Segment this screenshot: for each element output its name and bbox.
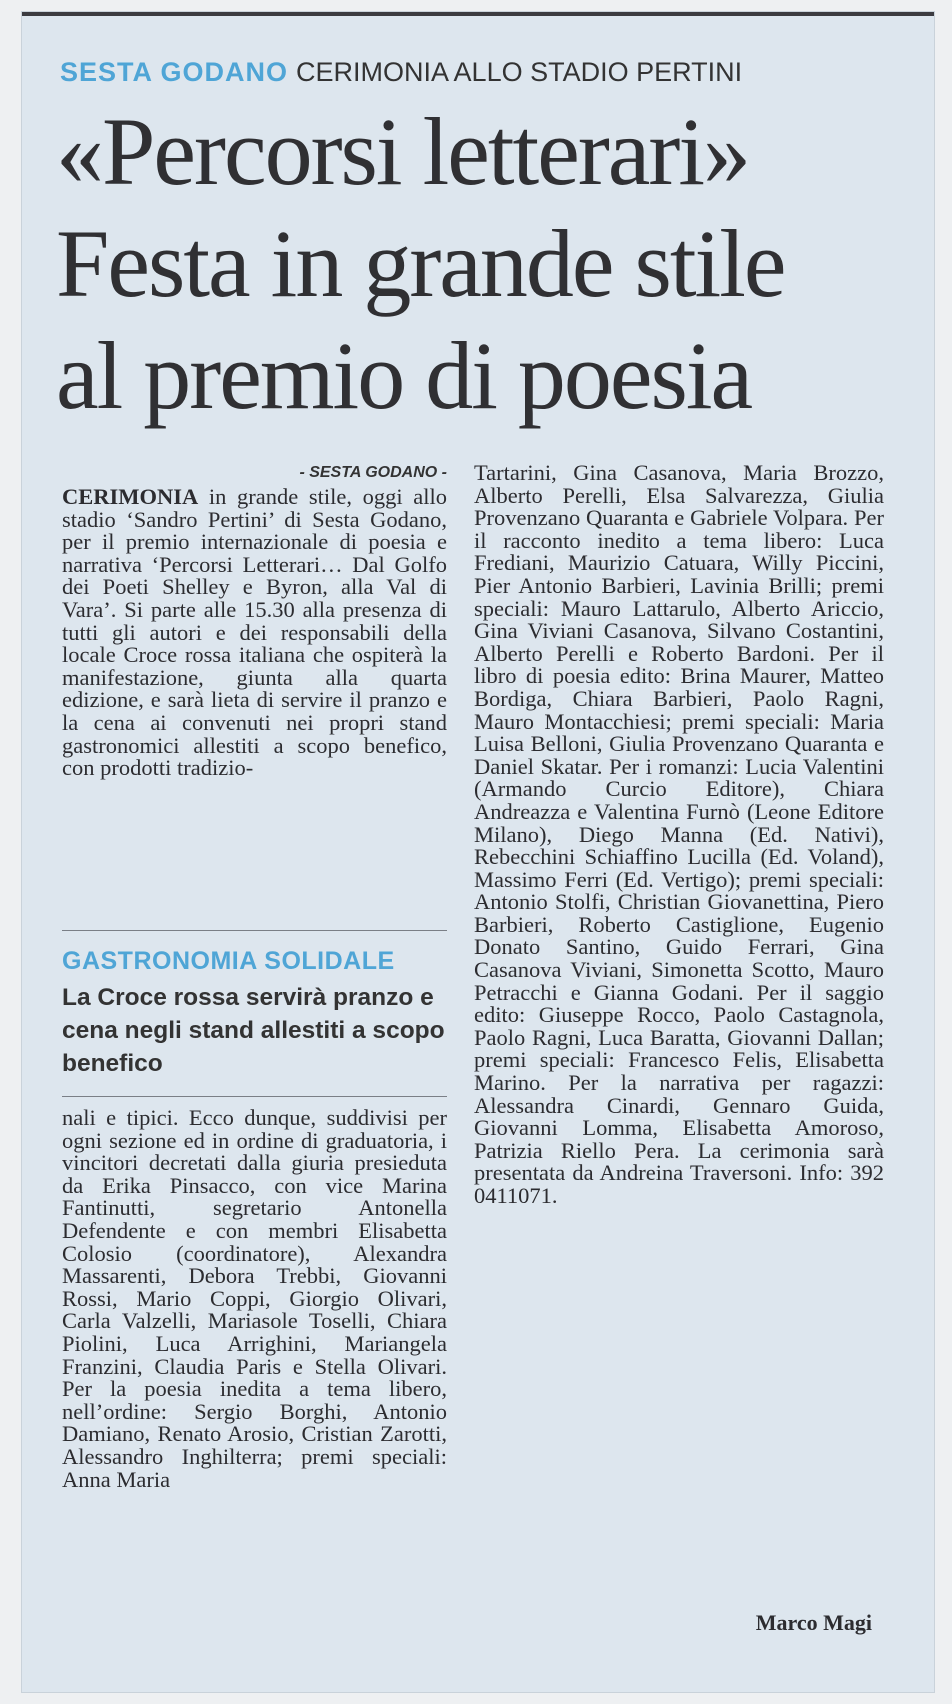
article-text-1: in grande stile, oggi allo stadio ‘Sandro Pertini’ di Sesta Godano, per il premio internazionale di poesia e narrativa ‘Percorsi Letterari… Dal Golfo dei Poeti Shelley e Byron, alla Val di Vara’. Si parte alle 15.30 alla presenza di tutti gli autori e dei responsabili della locale Croce rossa italiana che ospiterà la manifestazione, giunta alla quarta edizione, e sarà lieta di servire il pranzo e la cena ai convenuti nei propri stand gastronomici allestiti a scopo benefico, con prodotti tradizio-: [62, 484, 447, 781]
kicker: [60, 52, 742, 92]
headline-line-3: al premio di poesia: [56, 322, 752, 429]
headline: [56, 96, 926, 432]
box-rule-bottom: [62, 1096, 447, 1097]
article-column-1: [62, 462, 447, 780]
lead-word: CERIMONIA: [62, 484, 199, 509]
box-text: La Croce rossa servirà pranzo e cena negli stand allestiti a scopo benefico: [62, 984, 445, 1077]
top-rule: [22, 12, 934, 16]
kicker-place: SESTA GODANO: [60, 57, 289, 87]
box-kicker: GASTRONOMIA SOLIDALE: [62, 947, 395, 975]
byline: Marco Magi: [755, 1610, 872, 1635]
headline-line-1: «Percorsi letterari»: [56, 98, 750, 205]
headline-line-2: Festa in grande stile: [56, 210, 785, 317]
dateline: - SESTA GODANO -: [299, 464, 447, 481]
article-text-3: Tartarini, Gina Casanova, Maria Brozzo, Alberto Perelli, Elsa Salvarezza, Giulia Provenzano Quaranta e Gabriele Volpara. Per il racconto inedito a tema libero: Luca Frediani, Maurizio Catuara, Willy Piccini, Pier Antonio Barbieri, Lavinia Brilli; premi speciali: Mauro Lattarulo, Alberto Ariccio, Gina Viviani Casanova, Silvano Costantini, Alberto Perelli e Roberto Bardoni. Per il libro di poesia edito: Brina Maurer, Matteo Bordiga, Chiara Barbieri, Paolo Ragni, Mauro Montacchiesi; premi speciali: Maria Luisa Belloni, Giulia Provenzano Quaranta e Daniel Skatar. Per i romanzi: Lucia Valentini (Armando Curcio Editore), Chiara Andreazza e Valentina Furnò (Leone Editore Milano), Diego Manna (Ed. Nativi), Rebecchini Schiaffino Lucilla (Ed. Voland), Massimo Ferri (Ed. Vertigo); premi speciali: Antonio Stolfi, Christian Giovanettina, Piero Barbieri, Roberto Castiglione, Eugenio Donato Santino, Guido Ferrari, Gina Casanova Viviani, Simonetta Scotto, Mauro Petracchi e Gianna Godani. Per il saggio edito: Giuseppe Rocco, Paolo Castagnola, Paolo Ragni, Luca Baratta, Giovanni Dallan; premi speciali: Francesco Felis, Elisabetta Marino. Per la narrativa per ragazzi: Alessandra Cinardi, Gennaro Guida, Giovanni Lomma, Elisabetta Amoroso, Patrizia Riello Pera. La cerimonia sarà presentata da Andreina Traversoni. Info: 392 0411071.: [474, 460, 884, 1208]
box-rule-top: [62, 930, 447, 931]
newspaper-clipping: [22, 12, 934, 1692]
article-column-1-continued: [62, 1107, 447, 1491]
article-column-2: [474, 462, 884, 1208]
article-text-2: nali e tipici. Ecco dunque, suddivisi per ogni sezione ed in ordine di graduatoria, i vincitori decretati dalla giuria presieduta da Erika Pinsacco, con vice Marina Fantinutti, segretario Antonella Defendente e con membri Elisabetta Colosio (coordinatore), Alexandra Massarenti, Debora Trebbi, Giovanni Rossi, Mario Coppi, Giorgio Olivari, Carla Valzelli, Mariasole Toselli, Chiara Piolini, Luca Arrighini, Mariangela Franzini, Claudia Paris e Stella Olivari. Per la poesia inedita a tema libero, nell’ordine: Sergio Borghi, Antonio Damiano, Renato Arosio, Cristian Zarotti, Alessandro Inghilterra; premi speciali: Anna Maria: [62, 1105, 447, 1492]
article-paragraph-1: [62, 486, 447, 780]
kicker-subtitle: CERIMONIA ALLO STADIO PERTINI: [296, 57, 743, 87]
highlight-box: [62, 930, 447, 1097]
